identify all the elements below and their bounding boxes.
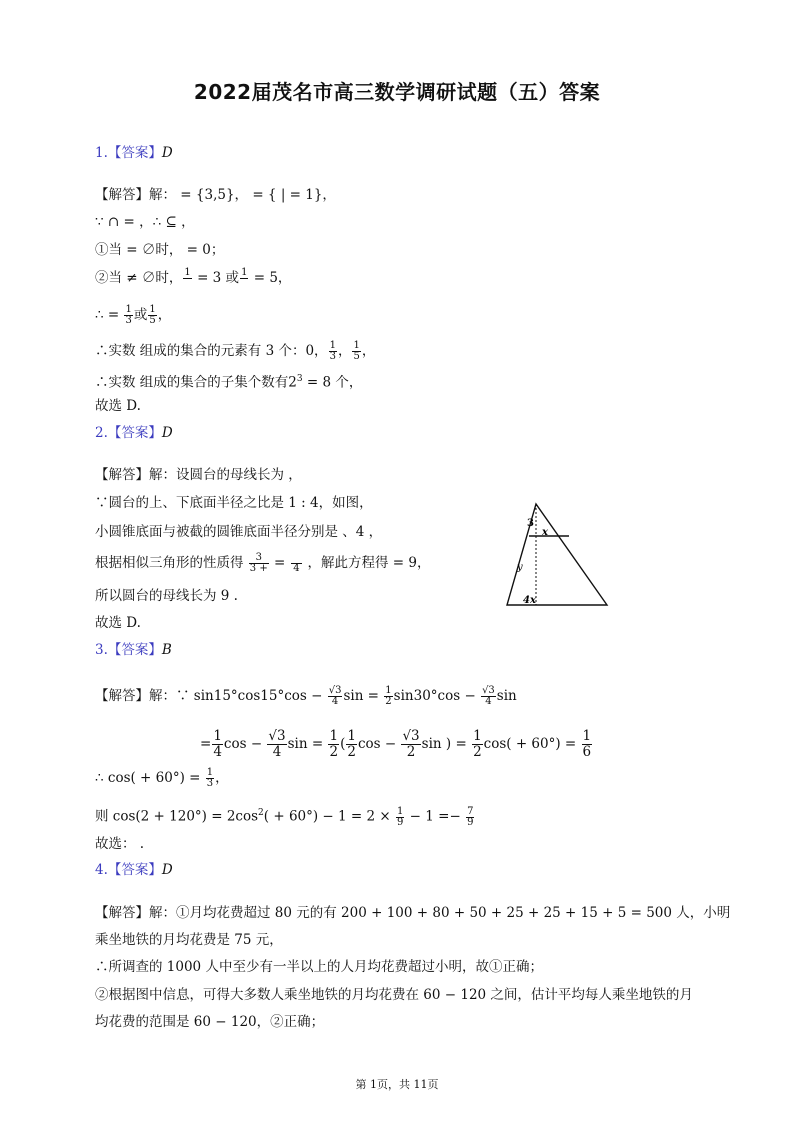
fraction bbox=[481, 686, 496, 707]
q1-line-5 bbox=[95, 305, 171, 326]
fraction bbox=[384, 686, 392, 707]
q3-line-4-b: ( + 60°) − 1 = 2 × bbox=[263, 808, 395, 825]
page-title: 2022届茂名市高三数学调研试题（五）答案 bbox=[193, 80, 601, 104]
q3-line-1-a: 【解答】解：∵ sin15°cos15°cos − bbox=[95, 688, 327, 704]
q3-line-5: 故选： . bbox=[95, 836, 145, 852]
frac-den: 9 bbox=[397, 816, 404, 828]
fraction bbox=[249, 553, 269, 574]
q4-answer-label: 4.【答案】 bbox=[95, 862, 162, 878]
frac-den: 2 bbox=[473, 744, 482, 760]
label-mid: x bbox=[542, 527, 548, 538]
frac-den: 4 bbox=[331, 696, 339, 707]
q4-line-3: ∴所调查的 1000 人中至少有一半以上的人月均花费超过小明，故①正确； bbox=[95, 959, 543, 975]
frac-num: 1 bbox=[329, 728, 339, 744]
fraction bbox=[212, 729, 223, 760]
fraction bbox=[401, 729, 420, 760]
frac-num: 1 bbox=[184, 267, 191, 278]
frac-den: 4 bbox=[293, 563, 300, 574]
frac-num: √3 bbox=[482, 685, 495, 696]
q3-line-1 bbox=[95, 686, 517, 707]
fraction bbox=[346, 729, 357, 760]
q3-answer bbox=[95, 640, 172, 660]
q1-line-6-c: ， bbox=[361, 343, 376, 359]
page-footer: 第 1页，共 11页 bbox=[355, 1078, 439, 1091]
fraction bbox=[329, 341, 337, 362]
q2-answer-letter: D bbox=[161, 425, 173, 441]
frac-den: 5 bbox=[353, 351, 360, 362]
fraction bbox=[328, 686, 343, 707]
label-top: 3 bbox=[527, 518, 534, 529]
q3-line-3-b: ， bbox=[215, 770, 229, 786]
fraction bbox=[206, 768, 214, 789]
fraction bbox=[124, 305, 132, 326]
fraction bbox=[148, 305, 156, 326]
q3-line-4-a: 则 cos(2 + 120°) = 2cos bbox=[95, 808, 259, 825]
q2-line-2: ∵圆台的上、下底面半径之比是 1 : 4，如图， bbox=[95, 495, 373, 511]
frac-den: 4 bbox=[485, 696, 492, 707]
fraction bbox=[352, 341, 360, 362]
q3-line-1-d: sin bbox=[496, 688, 517, 704]
frac-num: 1 bbox=[385, 685, 392, 696]
q3-line-4-c: − 1 =− bbox=[405, 808, 466, 825]
frac-den: 2 bbox=[329, 744, 339, 760]
q2-line-6: 故选 D. bbox=[95, 615, 141, 631]
frac-den: 2 bbox=[347, 744, 356, 760]
triangle-outline bbox=[507, 504, 607, 605]
q3-answer-letter: B bbox=[161, 642, 172, 658]
fraction bbox=[328, 729, 339, 760]
q1-line-6-a: ∴实数 组成的集合的元素有 3 个：0， bbox=[95, 343, 328, 359]
q4-line-4: ②根据图中信息，可得大多数人乘坐地铁的月均花费在 60 − 120 之间，估计平均每人乘坐地铁的月 bbox=[95, 987, 693, 1003]
frac-num: 1 bbox=[241, 267, 248, 278]
fraction bbox=[291, 553, 303, 574]
frac-num: 1 bbox=[206, 767, 214, 778]
frac-num: 1 bbox=[329, 340, 336, 351]
label-bottom: 4x bbox=[523, 595, 536, 606]
q2-line-4-a: 根据相似三角形的性质得 bbox=[95, 555, 248, 571]
q3-line-2-d: cos − bbox=[357, 736, 401, 752]
fraction bbox=[466, 807, 474, 828]
superscript: 3 bbox=[296, 374, 303, 384]
fraction bbox=[267, 729, 286, 760]
frac-num: √3 bbox=[402, 728, 420, 744]
q1-line-8: 故选 D. bbox=[95, 398, 141, 414]
q1-answer-letter: D bbox=[161, 145, 173, 161]
frac-den: 4 bbox=[272, 744, 282, 760]
q1-line-5-c: ， bbox=[157, 307, 172, 323]
fraction bbox=[183, 268, 191, 289]
q3-line-3-a: ∴ cos( + 60°) = bbox=[95, 770, 205, 786]
label-side: y bbox=[517, 562, 523, 573]
q3-answer-label: 3.【答案】 bbox=[95, 642, 162, 658]
frac-den: 3 + bbox=[249, 563, 268, 574]
frac-num: 1 bbox=[347, 728, 356, 744]
fraction bbox=[582, 729, 593, 760]
q1-line-7 bbox=[95, 369, 362, 393]
q3-line-4 bbox=[95, 803, 475, 828]
q1-line-5-b: 或 bbox=[133, 307, 148, 323]
q3-line-2-b: sin = bbox=[287, 736, 328, 752]
q4-answer bbox=[95, 860, 173, 880]
frac-den: 3 bbox=[125, 315, 132, 326]
frac-den: 5 bbox=[149, 315, 156, 326]
q4-line-1: 【解答】解：①月均花费超过 80 元的有 200 + 100 + 80 + 50 + 25 + 25 + 15 + 5 = 500 人，小明 bbox=[95, 905, 731, 921]
frac-num: 1 bbox=[213, 728, 222, 744]
frac-den: 4 bbox=[213, 744, 222, 760]
frac-num: 1 bbox=[125, 304, 132, 315]
q1-line-1: 【解答】解： = {3,5}， = { | = 1}， bbox=[95, 187, 336, 203]
frac-num: 1 bbox=[582, 728, 592, 744]
q2-line-4-b: ，解此方程得 = 9， bbox=[303, 555, 431, 571]
frac-den: 3 bbox=[206, 778, 214, 789]
q1-line-7-a: ∴实数 组成的集合的子集个数有2 bbox=[95, 374, 297, 391]
q3-line-2: = $\frac{1}{4}$ cos − $\frac{√3}{4}$ sin = $\frac{1}{2}$ ( $\frac{1}{2}$ cos − $\frac{√3}{2}$ sin ) = $\frac{1}{2}$ cos( + 60°) = $\frac{1}{6}$ bbox=[200, 728, 592, 760]
fraction bbox=[472, 729, 483, 760]
frac-num: 1 bbox=[353, 340, 360, 351]
q3-line-1-b: sin = bbox=[343, 688, 384, 704]
frac-num: 1 bbox=[149, 304, 156, 315]
q2-line-3: 小圆锥底面与被截的圆锥底面半径分别是 、4 ， bbox=[95, 524, 383, 540]
q1-line-5-a: ∴ = bbox=[95, 307, 124, 323]
q2-line-1: 【解答】解：设圆台的母线长为 ， bbox=[95, 467, 302, 483]
q2-line-4-mid: = bbox=[269, 555, 290, 571]
frac-num: 3 bbox=[249, 553, 269, 564]
q3-line-3 bbox=[95, 768, 229, 789]
frac-num: √3 bbox=[328, 685, 342, 696]
q1-line-4-a: ②当 ≠ ∅时， bbox=[95, 270, 183, 286]
q4-line-2: 乘坐地铁的月均花费是 75 元， bbox=[95, 932, 283, 948]
frac-num: 7 bbox=[467, 805, 474, 817]
frac-num: 1 bbox=[397, 805, 404, 817]
fraction bbox=[396, 807, 404, 828]
frac-den: 2 bbox=[385, 696, 392, 707]
q1-line-4-b: = 3 或 bbox=[192, 270, 240, 286]
frac-den: 2 bbox=[406, 744, 416, 760]
frac-den: 9 bbox=[467, 816, 474, 828]
frac-num: √3 bbox=[268, 728, 286, 744]
q1-line-3: ①当 = ∅时， = 0； bbox=[95, 242, 225, 258]
q3-line-2-e: sin ) = bbox=[421, 736, 472, 752]
fraction bbox=[240, 268, 248, 289]
q1-line-4-c: = 5， bbox=[249, 270, 292, 286]
q2-line-4 bbox=[95, 553, 430, 574]
q3-line-2-c: ( bbox=[340, 736, 346, 752]
q1-line-7-b: = 8 个， bbox=[302, 374, 363, 391]
q1-answer-label: 1.【答案】 bbox=[95, 145, 162, 161]
q1-line-4 bbox=[95, 268, 291, 289]
q4-line-5: 均花费的范围是 60 − 120，②正确； bbox=[95, 1014, 325, 1030]
q1-line-6 bbox=[95, 341, 375, 362]
q1-answer bbox=[95, 143, 173, 163]
frac-den: 6 bbox=[582, 744, 592, 760]
frac-den bbox=[240, 279, 248, 289]
frac-den bbox=[183, 279, 191, 289]
frac-num: 1 bbox=[473, 728, 482, 744]
q4-answer-letter: D bbox=[161, 862, 173, 878]
q3-line-2-f: cos( + 60°) = bbox=[483, 736, 581, 752]
superscript: 2 bbox=[258, 808, 264, 818]
q1-line-2: ∵ ∩ = ，∴ ⊆ ， bbox=[95, 214, 195, 230]
q2-answer bbox=[95, 423, 173, 443]
q3-line-2-a: cos − bbox=[223, 736, 267, 752]
frac-den: 3 bbox=[329, 351, 336, 362]
q3-line-1-c: sin30°cos − bbox=[393, 688, 481, 704]
q1-line-6-b: ， bbox=[337, 343, 352, 359]
q2-line-5: 所以圆台的母线长为 9 . bbox=[95, 588, 238, 604]
q2-answer-label: 2.【答案】 bbox=[95, 425, 162, 441]
similar-triangle-figure bbox=[505, 500, 615, 612]
